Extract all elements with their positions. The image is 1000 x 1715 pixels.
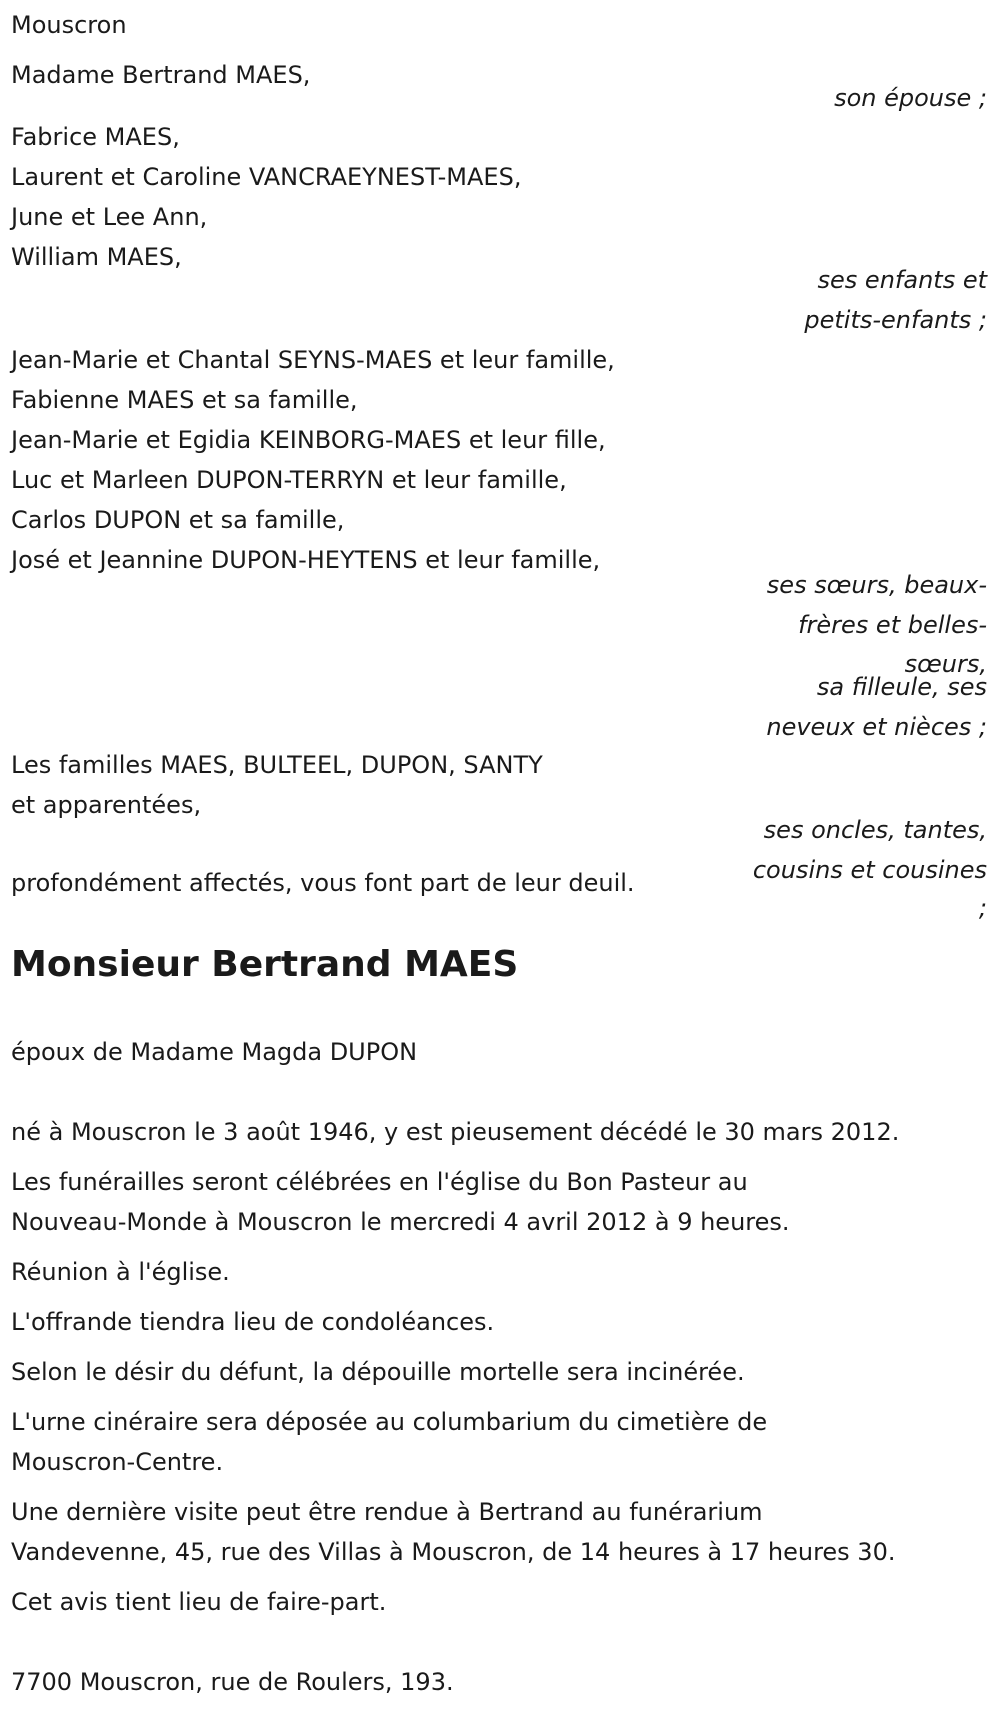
spouse-name: Madame Bertrand MAES, bbox=[11, 61, 311, 89]
spouse-relation: son épouse ; bbox=[834, 84, 987, 112]
sibling-line: Carlos DUPON et sa famille, bbox=[11, 506, 345, 534]
siblings-relation: sa filleule, ses bbox=[816, 673, 987, 701]
meeting-line: Réunion à l'église. bbox=[11, 1258, 230, 1286]
siblings-relation: sœurs, bbox=[904, 650, 987, 678]
siblings-relation: frères et belles- bbox=[798, 611, 987, 639]
children-relation: ses enfants et bbox=[817, 266, 987, 294]
sibling-line: Jean-Marie et Chantal SEYNS-MAES et leur famille, bbox=[11, 346, 615, 374]
place-heading: Mouscron bbox=[11, 11, 127, 39]
deceased-name: Monsieur Bertrand MAES bbox=[11, 944, 519, 985]
sibling-line: Jean-Marie et Egidia KEINBORG-MAES et leur fille, bbox=[11, 426, 606, 454]
families-relation: ; bbox=[978, 894, 987, 922]
closing-line: profondément affectés, vous font part de leur deuil. bbox=[11, 869, 635, 897]
funeral-line: Les funérailles seront célébrées en l'église du Bon Pasteur au bbox=[11, 1168, 748, 1196]
child-line: June et Lee Ann, bbox=[11, 203, 208, 231]
address-line: 7700 Mouscron, rue de Roulers, 193. bbox=[11, 1668, 454, 1696]
visit-line: Une dernière visite peut être rendue à Bertrand au funérarium bbox=[11, 1498, 763, 1526]
children-relation: petits-enfants ; bbox=[804, 306, 987, 334]
notice-line: Cet avis tient lieu de faire-part. bbox=[11, 1588, 387, 1616]
funeral-line: Nouveau-Monde à Mouscron le mercredi 4 avril 2012 à 9 heures. bbox=[11, 1208, 790, 1236]
deceased-spouse: époux de Madame Magda DUPON bbox=[11, 1038, 418, 1066]
siblings-relation: ses sœurs, beaux- bbox=[766, 571, 987, 599]
families-relation: cousins et cousines bbox=[752, 856, 987, 884]
offering-line: L'offrande tiendra lieu de condoléances. bbox=[11, 1308, 495, 1336]
child-line: William MAES, bbox=[11, 243, 182, 271]
sibling-line: Fabienne MAES et sa famille, bbox=[11, 386, 358, 414]
urn-line: L'urne cinéraire sera déposée au columbarium du cimetière de bbox=[11, 1408, 768, 1436]
sibling-line: Luc et Marleen DUPON-TERRYN et leur famille, bbox=[11, 466, 567, 494]
families-line: Les familles MAES, BULTEEL, DUPON, SANTY bbox=[11, 751, 543, 779]
sibling-line: José et Jeannine DUPON-HEYTENS et leur famille, bbox=[11, 546, 601, 574]
families-line: et apparentées, bbox=[11, 791, 202, 819]
child-line: Fabrice MAES, bbox=[11, 123, 180, 151]
siblings-relation: neveux et nièces ; bbox=[766, 713, 987, 741]
families-relation: ses oncles, tantes, bbox=[763, 816, 987, 844]
urn-line: Mouscron-Centre. bbox=[11, 1448, 224, 1476]
child-line: Laurent et Caroline VANCRAEYNEST-MAES, bbox=[11, 163, 522, 191]
birth-death-line: né à Mouscron le 3 août 1946, y est pieusement décédé le 30 mars 2012. bbox=[11, 1118, 900, 1146]
visit-line: Vandevenne, 45, rue des Villas à Mouscron, de 14 heures à 17 heures 30. bbox=[11, 1538, 896, 1566]
cremation-line: Selon le désir du défunt, la dépouille mortelle sera incinérée. bbox=[11, 1358, 745, 1386]
